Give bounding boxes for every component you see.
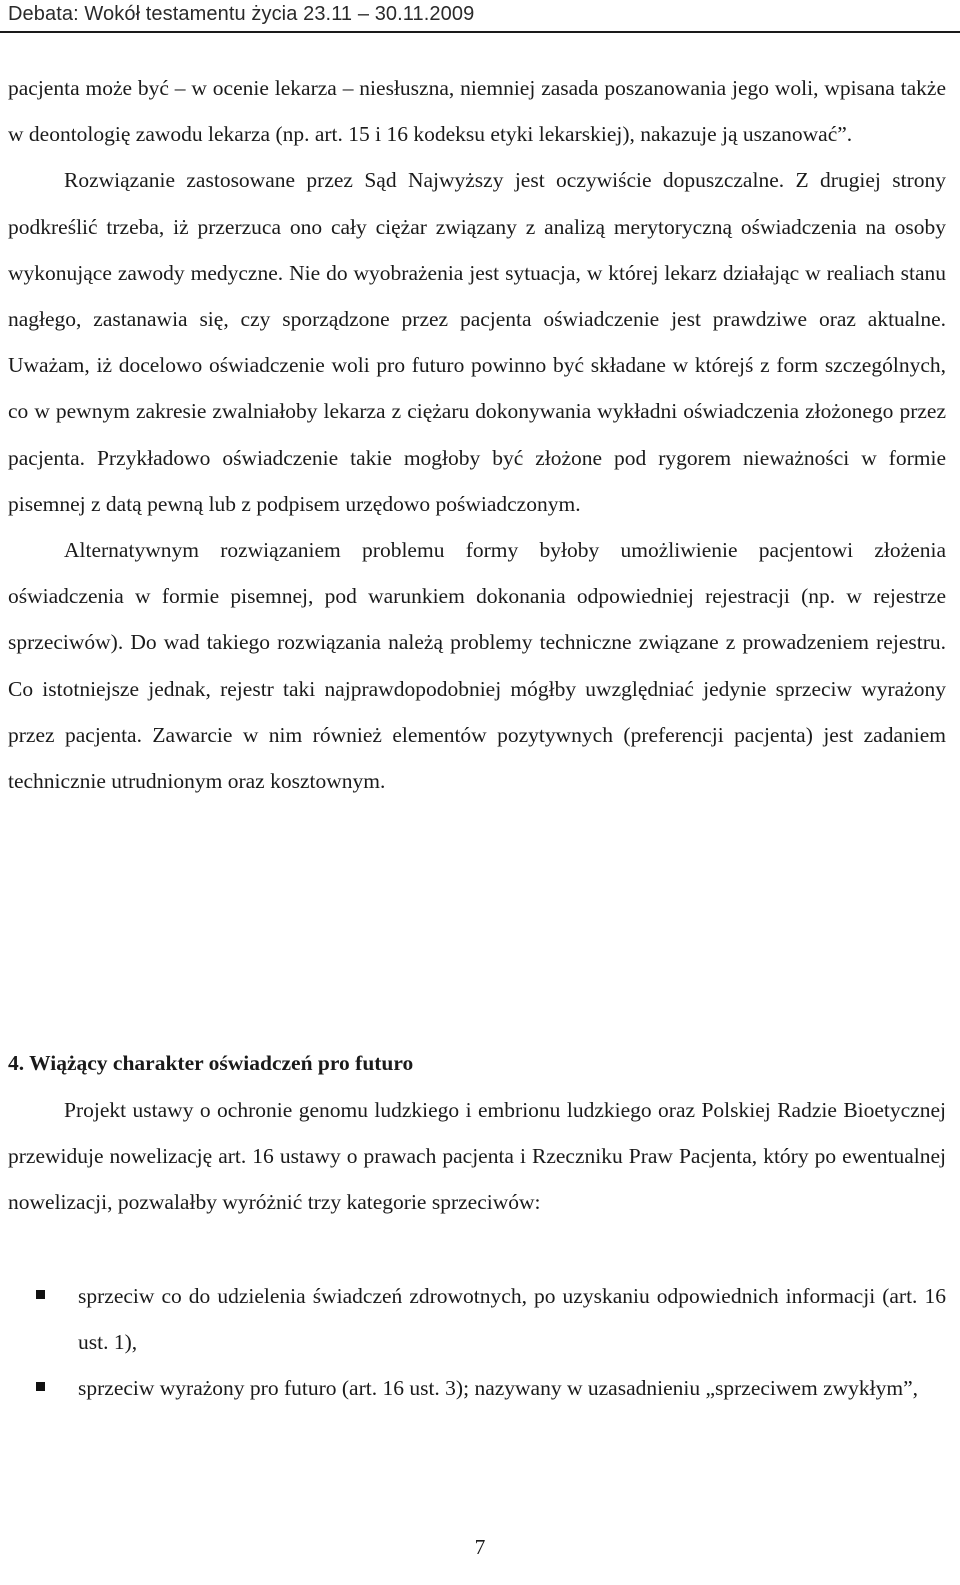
- paragraph-bill-description: Projekt ustawy o ochronie genomu ludzkiego i embrionu ludzkiego oraz Polskiej Radzie Bioetycznej przewiduje nowelizację art. 16 ustawy o prawach pacjenta i Rzeczniku Praw Pacjenta, który po ewentualnej nowelizacji, pozwalałby wyróżnić trzy kategorie sprzeciwów:: [8, 1098, 946, 1215]
- list-item-text: sprzeciw co do udzielenia świadczeń zdrowotnych, po uzyskaniu odpowiednich informacji (art. 16 ust. 1),: [78, 1284, 946, 1355]
- square-bullet-icon: [36, 1290, 45, 1299]
- list-item-text: sprzeciw wyrażony pro futuro (art. 16 ust. 3); nazywany w uzasadnieniu „sprzeciwem zwykłym”,: [78, 1376, 919, 1401]
- section-body-2: [8, 1087, 946, 1226]
- paragraph-continuation: pacjenta może być – w ocenie lekarza – niesłuszna, niemniej zasada poszanowania jego woli, wpisana także w deontologię zawodu lekarza (np. art. 15 i 16 kodeksu etyki lekarskiej), nakazuje ją uszanować”.: [8, 76, 946, 147]
- paragraph-supreme-court-solution: Rozwiązanie zastosowane przez Sąd Najwyższy jest oczywiście dopuszczalne. Z drugiej strony podkreślić trzeba, iż przerzuca ono cały ciężar związany z analizą merytoryczną oświadczenia na osoby wykonujące zawody medyczne. Nie do wyobrażenia jest sytuacja, w której lekarz działając w realiach stanu nagłego, zastanawia się, czy sporządzone przez pacjenta oświadczenie jest prawdziwe oraz aktualne. Uważam, iż docelowo oświadczenie woli pro futuro powinno być składane w którejś z form szczególnych, co w pewnym zakresie zwalniałoby lekarza z ciężaru dokonywania wykładni oświadczenia złożonego przez pacjenta. Przykładowo oświadczenie takie mogłoby być złożone pod rygorem nieważności w formie pisemnej z datą pewną lub z podpisem urzędowo poświadczonym.: [8, 168, 946, 516]
- section-body: [8, 65, 946, 804]
- paragraph-alternative-solution: Alternatywnym rozwiązaniem problemu formy byłoby umożliwienie pacjentowi złożenia oświadczenia w formie pisemnej, pod warunkiem dokonania odpowiedniej rejestracji (np. w rejestrze sprzeciwów). Do wad takiego rozwiązania należą problemy techniczne związane z prowadzeniem rejestru. Co istotniejsze jednak, rejestr taki najprawdopodobniej mógłby uwzględniać jedynie sprzeciw wyrażony przez pacjenta. Zawarcie w nim również elementów pozytywnych (preferencji pacjenta) jest zadaniem technicznie utrudnionym oraz kosztownym.: [8, 538, 946, 794]
- square-bullet-icon: [36, 1382, 45, 1391]
- page-number: 7: [474, 1535, 486, 1559]
- header-divider: [0, 31, 960, 33]
- document-header: Debata: Wokół testamentu życia 23.11 – 30.11.2009: [8, 3, 475, 25]
- objection-categories-list: [8, 1273, 946, 1412]
- list-item: [8, 1365, 946, 1411]
- list-item: [8, 1273, 946, 1365]
- section-heading: 4. Wiążący charakter oświadczeń pro futuro: [8, 1051, 414, 1075]
